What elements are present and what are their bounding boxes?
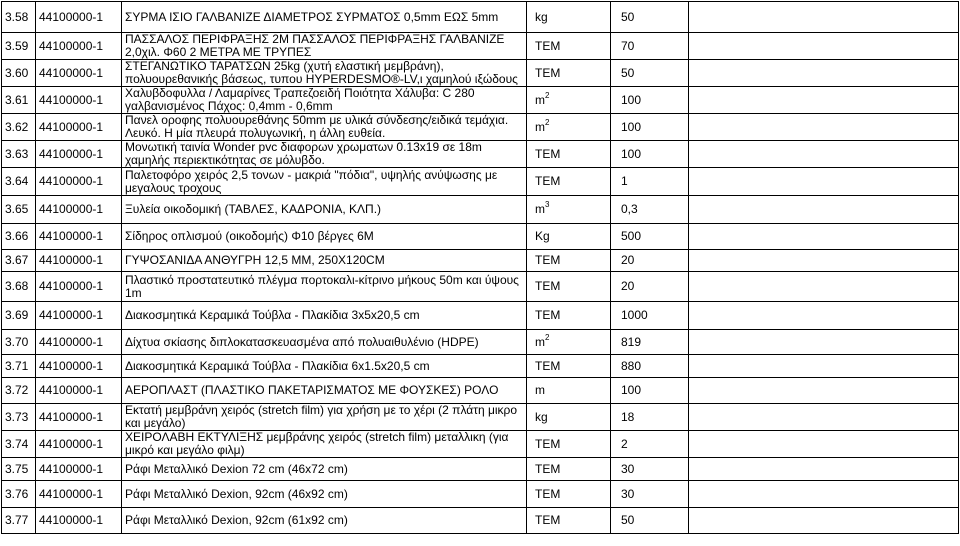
item-description: Χαλυβδοφυλλα / Λαμαρίνες Τραπεζοειδή Ποιότητα Χάλυβα: C 280 γαλβανισμένος Πάχος: 0,4mm - 0,6mm	[122, 87, 527, 114]
quantity: 2	[611, 431, 689, 458]
cpv-code: 44100000-1	[36, 302, 122, 330]
unit-label: ΤΕΜ	[535, 486, 561, 501]
item-description: Δίχτυα σκίασης διπλοκατασκευασμένα από πολυαιθυλένιο (HDPE)	[122, 330, 527, 355]
unit-label: ΤΕΜ	[535, 174, 561, 188]
table-row	[2, 60, 959, 87]
cpv-code: 44100000-1	[36, 458, 122, 481]
quantity: 30	[611, 481, 689, 508]
item-description: ΠΑΣΣΑΛΟΣ ΠΕΡΙΦΡΑΞΗΣ 2Μ ΠΑΣΣΑΛΟΣ ΠΕΡΙΦΡΑΞΗΣ ΓΑΛΒΑΝΙΖΕ 2,0χιλ. Φ60 2 ΜΕΤΡΑ ΜΕ ΤΡΥΠΕΣ	[122, 33, 527, 60]
empty-cell	[689, 87, 959, 114]
unit-of-measure	[527, 458, 611, 481]
table-row	[2, 431, 959, 458]
item-description: ΧΕΙΡΟΛΑΒΗ ΕΚΤΥΛΙΞΗΣ μεμβράνης χειρός (stretch film) μεταλλικη (για μικρό και μεγάλο φιλμ)	[122, 431, 527, 458]
empty-cell	[689, 404, 959, 431]
item-number: 3.71	[2, 355, 36, 378]
unit-of-measure	[527, 168, 611, 196]
unit-exponent: 3	[545, 200, 550, 209]
cpv-code: 44100000-1	[36, 355, 122, 378]
quantity: 30	[611, 458, 689, 481]
unit-of-measure	[527, 330, 611, 355]
item-description: Διακοσμητικά Κεραμικά Τούβλα - Πλακίδια 3x5x20,5 cm	[122, 302, 527, 330]
empty-cell	[689, 481, 959, 508]
table-row	[2, 250, 959, 272]
item-number: 3.68	[2, 272, 36, 302]
item-number: 3.76	[2, 481, 36, 508]
empty-cell	[689, 458, 959, 481]
unit-label: ΤΕΜ	[535, 146, 561, 161]
item-description: Ράφι Μεταλλικό Dexion, 92cm (61x92 cm)	[122, 508, 527, 534]
unit-label: ΤΕΜ	[535, 513, 561, 527]
item-number: 3.70	[2, 330, 36, 355]
unit-of-measure	[527, 87, 611, 114]
unit-label: ΤΕΜ	[535, 38, 561, 53]
quantity: 100	[611, 378, 689, 404]
quantity: 1	[611, 168, 689, 196]
empty-cell	[689, 250, 959, 272]
item-number: 3.65	[2, 196, 36, 224]
items-table	[1, 1, 959, 534]
quantity: 500	[611, 224, 689, 250]
cpv-code: 44100000-1	[36, 378, 122, 404]
unit-of-measure	[527, 114, 611, 141]
item-number: 3.62	[2, 114, 36, 141]
unit-of-measure	[527, 481, 611, 508]
cpv-code: 44100000-1	[36, 224, 122, 250]
item-description: ΑΕΡΟΠΛΑΣΤ (ΠΛΑΣΤΙΚΟ ΠΑΚΕΤΑΡΙΣΜΑΤΟΣ ΜΕ ΦΟΥΣΚΕΣ) ΡΟΛΟ	[122, 378, 527, 404]
quantity: 50	[611, 2, 689, 33]
unit-label: m	[535, 119, 545, 134]
quantity: 100	[611, 114, 689, 141]
item-number: 3.61	[2, 87, 36, 114]
table-row	[2, 378, 959, 404]
table-row	[2, 330, 959, 355]
cpv-code: 44100000-1	[36, 508, 122, 534]
table-row	[2, 404, 959, 431]
table-row	[2, 302, 959, 330]
empty-cell	[689, 355, 959, 378]
unit-label: ΤΕΜ	[535, 253, 561, 267]
item-number: 3.74	[2, 431, 36, 458]
table-row	[2, 196, 959, 224]
unit-label: kg	[535, 409, 548, 424]
unit-exponent: 2	[545, 332, 550, 342]
item-description: Εκτατή μεμβράνη χειρός (stretch film) για χρήση με το χέρι (2 πλάτη μικρο και μεγάλο)	[122, 404, 527, 431]
unit-of-measure	[527, 404, 611, 431]
item-description: Πλαστικό προστατευτικό πλέγμα πορτοκαλι-κίτρινο μήκους 50m και ύψους 1m	[122, 272, 527, 302]
table-row	[2, 481, 959, 508]
cpv-code: 44100000-1	[36, 404, 122, 431]
unit-of-measure	[527, 196, 611, 224]
table-row	[2, 33, 959, 60]
item-number: 3.59	[2, 33, 36, 60]
table-row	[2, 508, 959, 534]
item-description: Πανελ οροφης πολυουρεθάνης 50mm με υλικά σύνδεσης/ειδικά τεμάχια. Λευκό. Η μία πλευρά πολυγωνική, η άλλη ευθεία.	[122, 114, 527, 141]
quantity: 50	[611, 508, 689, 534]
item-number: 3.66	[2, 224, 36, 250]
quantity: 18	[611, 404, 689, 431]
unit-label: m	[535, 383, 545, 397]
empty-cell	[689, 302, 959, 330]
unit-label: m	[535, 334, 545, 349]
empty-cell	[689, 114, 959, 141]
item-number: 3.67	[2, 250, 36, 272]
cpv-code: 44100000-1	[36, 33, 122, 60]
item-description: Σίδηρος οπλισμού (οικοδομής) Φ10 βέργες 6Μ	[122, 224, 527, 250]
unit-label: m	[535, 92, 545, 107]
cpv-code: 44100000-1	[36, 250, 122, 272]
unit-of-measure	[527, 272, 611, 302]
unit-exponent: 2	[545, 90, 550, 100]
cpv-code: 44100000-1	[36, 272, 122, 302]
table-row	[2, 114, 959, 141]
quantity: 819	[611, 330, 689, 355]
quantity: 20	[611, 272, 689, 302]
unit-of-measure	[527, 224, 611, 250]
cpv-code: 44100000-1	[36, 141, 122, 168]
unit-of-measure	[527, 431, 611, 458]
unit-of-measure	[527, 508, 611, 534]
empty-cell	[689, 272, 959, 302]
unit-label: m	[535, 202, 545, 216]
quantity: 1000	[611, 302, 689, 330]
cpv-code: 44100000-1	[36, 481, 122, 508]
item-number: 3.64	[2, 168, 36, 196]
cpv-code: 44100000-1	[36, 87, 122, 114]
empty-cell	[689, 141, 959, 168]
table-row	[2, 458, 959, 481]
quantity: 0,3	[611, 196, 689, 224]
empty-cell	[689, 224, 959, 250]
unit-of-measure	[527, 141, 611, 168]
unit-of-measure	[527, 60, 611, 87]
table-row	[2, 2, 959, 33]
cpv-code: 44100000-1	[36, 330, 122, 355]
empty-cell	[689, 431, 959, 458]
table-row	[2, 355, 959, 378]
empty-cell	[689, 330, 959, 355]
empty-cell	[689, 196, 959, 224]
unit-label: ΤΕΜ	[535, 436, 561, 451]
unit-label: ΤΕΜ	[535, 279, 561, 293]
item-number: 3.69	[2, 302, 36, 330]
unit-label: kg	[535, 9, 548, 24]
item-number: 3.63	[2, 141, 36, 168]
unit-of-measure	[527, 378, 611, 404]
item-number: 3.72	[2, 378, 36, 404]
quantity: 100	[611, 87, 689, 114]
item-description: Παλετοφόρο χειρός 2,5 τονων - μακριά "πόδια", υψηλής ανύψωσης με μεγαλους τροχους	[122, 168, 527, 196]
empty-cell	[689, 508, 959, 534]
item-number: 3.73	[2, 404, 36, 431]
quantity: 100	[611, 141, 689, 168]
table-row	[2, 87, 959, 114]
empty-cell	[689, 2, 959, 33]
quantity: 50	[611, 60, 689, 87]
unit-of-measure	[527, 250, 611, 272]
item-description: Μονωτική ταινία Wonder pvc διαφορων χρωματων 0.13x19 σε 18m χαμηλής περιεκτικότητας σε μόλυβδο.	[122, 141, 527, 168]
unit-label: ΤΕΜ	[535, 461, 561, 476]
unit-of-measure	[527, 2, 611, 33]
item-description: Ράφι Μεταλλικό Dexion 72 cm (46x72 cm)	[122, 458, 527, 481]
empty-cell	[689, 60, 959, 87]
unit-label: ΤΕΜ	[535, 65, 561, 80]
item-number: 3.58	[2, 2, 36, 33]
item-description: Ξυλεία οικοδομική (ΤΑΒΛΕΣ, ΚΑΔΡΟΝΙΑ, ΚΛΠ.)	[122, 196, 527, 224]
item-description: Διακοσμητικά Κεραμικά Τούβλα - Πλακίδια 6x1.5x20,5 cm	[122, 355, 527, 378]
cpv-code: 44100000-1	[36, 60, 122, 87]
cpv-code: 44100000-1	[36, 196, 122, 224]
cpv-code: 44100000-1	[36, 168, 122, 196]
cpv-code: 44100000-1	[36, 431, 122, 458]
empty-cell	[689, 378, 959, 404]
quantity: 70	[611, 33, 689, 60]
table-row	[2, 141, 959, 168]
unit-label: ΤΕΜ	[535, 308, 561, 322]
quantity: 880	[611, 355, 689, 378]
item-number: 3.77	[2, 508, 36, 534]
item-description: Ράφι Μεταλλικό Dexion, 92cm (46x92 cm)	[122, 481, 527, 508]
unit-label: Kg	[535, 229, 550, 243]
table-row	[2, 272, 959, 302]
empty-cell	[689, 168, 959, 196]
item-number: 3.60	[2, 60, 36, 87]
item-number: 3.75	[2, 458, 36, 481]
item-description: ΓΥΨΟΣΑΝΙΔΑ ΑΝΘΥΓΡΗ 12,5 ΜΜ, 250Χ120CM	[122, 250, 527, 272]
cpv-code: 44100000-1	[36, 2, 122, 33]
unit-of-measure	[527, 302, 611, 330]
table-row	[2, 224, 959, 250]
unit-label: ΤΕΜ	[535, 358, 561, 373]
unit-of-measure	[527, 355, 611, 378]
table-row	[2, 168, 959, 196]
unit-of-measure	[527, 33, 611, 60]
empty-cell	[689, 33, 959, 60]
quantity: 20	[611, 250, 689, 272]
item-description: ΣΤΕΓΑΝΩΤΙΚΟ ΤΑΡΑΤΣΩΝ 25kg (χυτή ελαστική μεμβράνη), πολυουρεθανικής βάσεως, τυπου HYPERDESMO®-LV,ι χαμηλού ιξώδους	[122, 60, 527, 87]
cpv-code: 44100000-1	[36, 114, 122, 141]
item-description: ΣΥΡΜΑ ΙΣΙΟ ΓΑΛΒΑΝΙΖΕ ΔΙΑΜΕΤΡΟΣ ΣΥΡΜΑΤΟΣ 0,5mm ΕΩΣ 5mm	[122, 2, 527, 33]
unit-exponent: 2	[545, 117, 550, 127]
